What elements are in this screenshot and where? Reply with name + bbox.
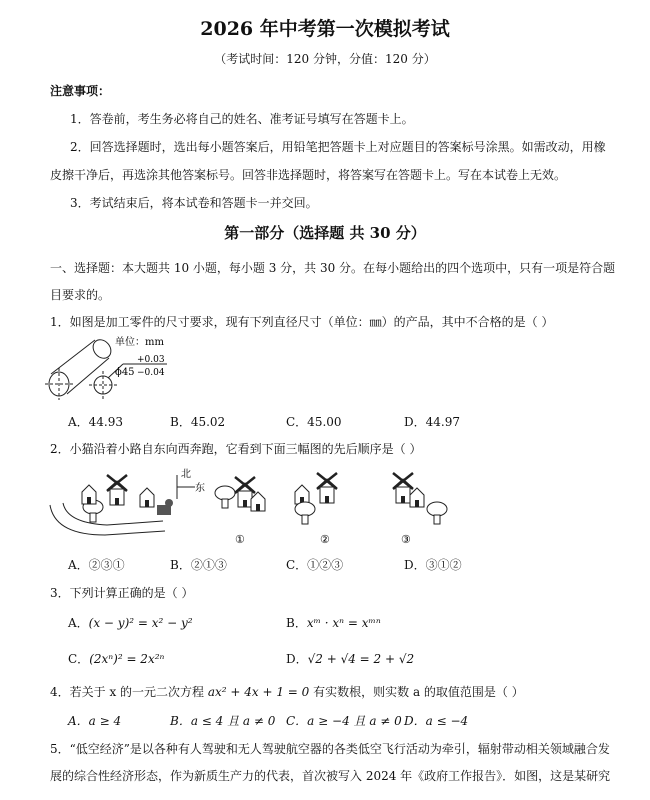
q2-map-scene [50,503,165,535]
section-instructions-2: 目要求的。 [50,288,111,302]
q2-picture-2 [295,473,337,524]
notice-item-1: 1．答卷前，考生务必将自己的姓名、准考证号填写在答题卡上。 [70,112,414,126]
q4-option-a[interactable]: A．a ≥ 4 [68,714,122,728]
house-icon [140,488,154,507]
q3-option-c[interactable] [68,650,164,667]
cat-icon [157,499,173,515]
q2-picture-1-label: ① [235,533,245,545]
q3-option-b[interactable] [286,614,381,631]
q3-option-c-label: C． [68,652,90,666]
q3-option-b-label: B． [286,616,307,630]
section-instructions-1: 一、选择题：本大题共 10 小题，每小题 3 分，共 30 分。在每小题给出的四个选项中，只有一项是符合题 [50,261,616,275]
q4-stem-b: 有实数根，则实数 a 的取值范围是（ ） [309,685,524,699]
q3-option-d[interactable] [286,650,414,667]
notice-heading: 注意事项： [50,84,111,98]
q3-option-a-expr: (x − y)² = x² − y² [88,616,193,630]
q1-stem: 1．如图是加工零件的尺寸要求，现有下列直径尺寸（单位：㎜）的产品，其中不合格的是（ ） [50,315,554,329]
q2-east-label: 东 [195,483,205,494]
windmill-icon [107,475,127,505]
q3-option-d-label: D． [286,652,308,666]
q2-figure [45,465,475,545]
q4-option-c[interactable]: C．a ≥ −4 且 a ≠ 0 [286,714,402,728]
q3-option-c-expr: (2xⁿ)² = 2x²ⁿ [89,652,165,666]
q4-stem-a: 4．若关于 x 的一元二次方程 [50,685,208,699]
q1-figure [45,330,245,405]
q3-option-a-label: A． [68,616,89,630]
q4-equation: ax² + 4x + 1 = 0 [207,685,310,699]
q1-fig-base: ϕ45 [115,367,135,378]
q4-option-b[interactable]: B．a ≤ 4 且 a ≠ 0 [170,714,276,728]
section-title: 第一部分（选择题 共 30 分） [224,224,426,242]
q2-picture-2-label: ② [320,533,330,545]
q3-stem: 3．下列计算正确的是（ ） [50,586,194,600]
q2-option-a[interactable]: A．②③① [68,558,125,572]
q2-option-d[interactable]: D．③①② [404,558,462,572]
q1-option-d[interactable]: D．44.97 [404,415,460,429]
q2-picture-3 [393,473,447,524]
q4-option-d[interactable]: D．a ≤ −4 [404,714,469,728]
q3-option-a[interactable] [68,614,193,631]
q2-stem: 2．小猫沿着小路自东向西奔跑，它看到下面三幅图的先后顺序是（ ） [50,442,422,456]
exam-title: 2026 年中考第一次模拟考试 [200,18,450,40]
notice-item-2a: 2．回答选择题时，选出每小题答案后，用铅笔把答题卡上对应题目的答案标号涂黑。如需改动，用橡 [70,140,606,154]
q4-stem [50,683,524,700]
q2-option-c[interactable]: C．①②③ [286,558,344,572]
notice-item-2b: 皮擦干净后，再选涂其他答案标号。回答非选择题时，将答案写在答题卡上。写在本试卷上无效。 [50,168,567,182]
q1-fig-unit: 单位：mm [115,337,164,348]
q3-option-d-expr: √2 + √4 = 2 + √2 [307,652,415,666]
q3-option-b-expr: xᵐ · xⁿ = xᵐⁿ [306,616,381,630]
q1-option-a[interactable]: A．44.93 [68,415,124,429]
q1-fig-upper: +0.03 [137,355,165,365]
notice-item-3: 3．考试结束后，将本试卷和答题卡一并交回。 [70,196,318,210]
house-icon [82,485,96,504]
q2-north-label: 北 [181,469,191,480]
q1-fig-lower: −0.04 [137,368,165,378]
q2-picture-3-label: ③ [401,533,411,545]
exam-subtitle: （考试时间：120 分钟，分值：120 分） [214,52,436,66]
q1-option-c[interactable]: C．45.00 [286,415,342,429]
q5-line-2: 展的综合性经济形态，作为新质生产力的代表，首次被写入 2024 年《政府工作报告》．如图，这是某研究 [50,769,611,783]
q1-option-b[interactable]: B．45.02 [170,415,226,429]
q5-line-1: 5．“低空经济”是以各种有人驾驶和无人驾驶航空器的各类低空飞行活动为牵引，辐射带动相关领域融合发 [50,742,610,756]
q2-picture-1 [215,477,265,511]
q2-option-b[interactable]: B．②①③ [170,558,227,572]
